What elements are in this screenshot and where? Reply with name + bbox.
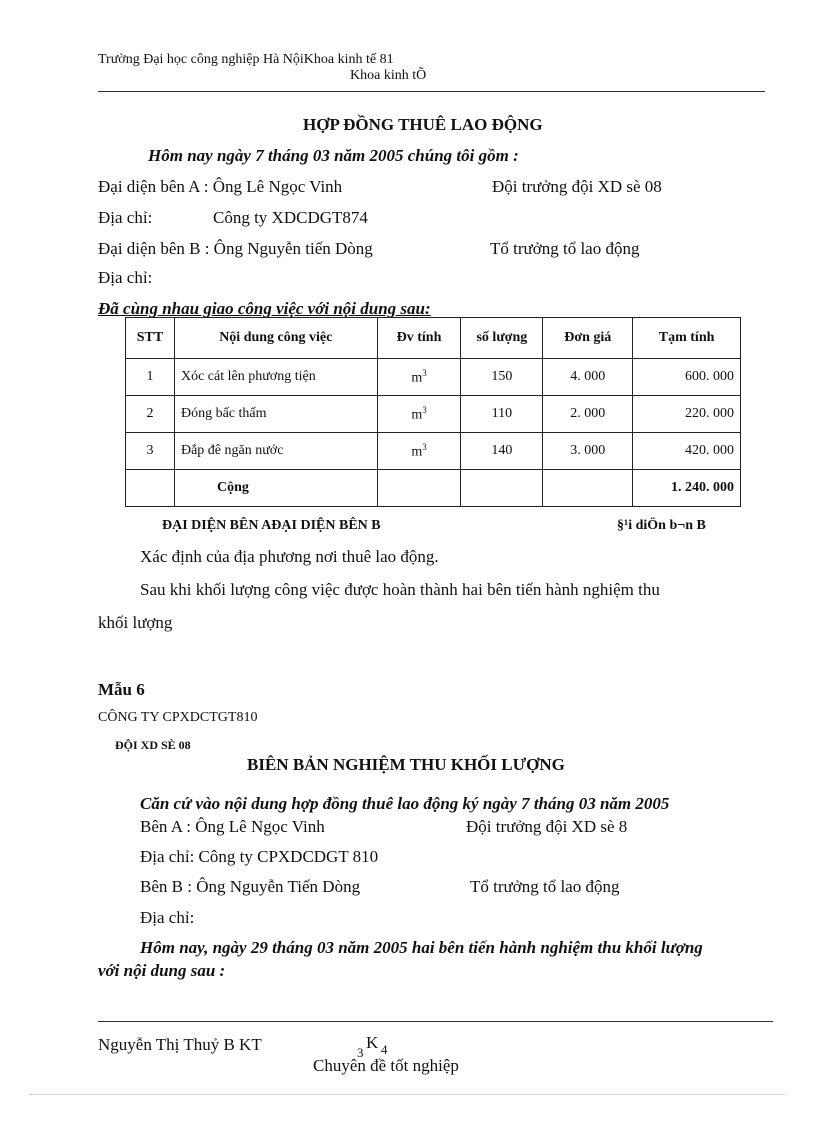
page-header-left: Trường Đại học công nghiệp Hà NộiKhoa kinh tế 81 <box>98 52 394 67</box>
row-unit: $m^3$ <box>377 433 461 470</box>
row-unit: $m^3$ <box>377 359 461 396</box>
row-stt: 3 <box>126 433 175 470</box>
row-stt: 1 <box>126 359 175 396</box>
form-team: ĐỘI XD SÈ 08 <box>115 738 191 752</box>
signature-right: §¹i diÖn b¬n B <box>617 518 706 533</box>
address-a: Công ty XDCDGT874 <box>213 208 368 227</box>
footer-sub-4: 4 <box>381 1042 388 1057</box>
form-basis: Căn cứ vào nội dung hợp đồng thuê lao động ký ngày 7 tháng 03 năm 2005 <box>140 794 670 813</box>
party-b: Đại diện bên B : Ông Nguyễn tiến Dòng <box>98 239 373 258</box>
header-rule <box>98 91 765 92</box>
table-sum-row <box>126 470 741 507</box>
signature-left: ĐẠI DIỆN BÊN AĐẠI DIỆN BÊN B <box>162 518 381 533</box>
col-stt: STT <box>126 318 175 359</box>
table-row <box>126 433 741 470</box>
table-row <box>126 396 741 433</box>
row-qty: 110 <box>461 396 543 433</box>
col-price: Đơn giá <box>543 318 633 359</box>
note-line-2: Sau khi khối lượng công việc được hoàn thành hai bên tiến hành nghiệm thu <box>140 580 660 599</box>
form-party-a-role: Đội trưởng đội XD sè 8 <box>466 817 628 836</box>
note-line-3: khối lượng <box>98 613 173 632</box>
form-company: CÔNG TY CPXDCTGT810 <box>98 710 258 725</box>
row-total: 600. 000 <box>633 359 741 396</box>
form-address-a: Địa chỉ: Công ty CPXDCDGT 810 <box>140 847 379 866</box>
footer-rule <box>98 1021 773 1022</box>
party-b-role: Tổ trưởng tổ lao động <box>490 239 640 258</box>
form-party-b-role: Tổ trưởng tổ lao động <box>470 877 620 896</box>
footer-sub-3: 3 <box>357 1045 364 1060</box>
col-content: Nội dung công việc <box>174 318 377 359</box>
sum-label: Cộng <box>174 470 377 507</box>
contract-intro: Hôm nay ngày 7 tháng 03 năm 2005 chúng tôi gồm : <box>148 146 519 165</box>
col-total: Tạm tính <box>633 318 741 359</box>
footer-author: Nguyễn Thị Thuỷ B KT <box>98 1035 262 1054</box>
row-unit: $m^3$ <box>377 396 461 433</box>
form-title: BIÊN BẢN NGHIỆM THU KHỐI LƯỢNG <box>247 755 565 774</box>
address-a-label: Địa chỉ: <box>98 208 153 227</box>
row-qty: 140 <box>461 433 543 470</box>
note-line-1: Xác định của địa phương nơi thuê lao động. <box>140 547 439 566</box>
row-price: 3. 000 <box>543 433 633 470</box>
col-unit: Đv tính <box>377 318 461 359</box>
row-stt: 2 <box>126 396 175 433</box>
col-qty: số lượng <box>461 318 543 359</box>
page-bottom-edge <box>30 1094 786 1095</box>
party-a-role: Đội trưởng đội XD sè 08 <box>492 177 662 196</box>
form-party-b: Bên B : Ông Nguyễn Tiến Dòng <box>140 877 361 896</box>
form-address-b: Địa chỉ: <box>140 908 195 927</box>
footer-k: K <box>366 1033 379 1052</box>
sum-total: 1. 240. 000 <box>633 470 741 507</box>
page-header-right: Khoa kinh tÕ <box>350 68 427 83</box>
contract-title: HỢP ĐỒNG THUÊ LAO ĐỘNG <box>303 115 543 134</box>
row-content: Xóc cát lên phương tiện <box>174 359 377 396</box>
form-today-line-2: với nội dung sau : <box>98 961 226 980</box>
agreement-line: Đã cùng nhau giao công việc với nội dung sau: <box>98 299 431 318</box>
form-party-a: Bên A : Ông Lê Ngọc Vinh <box>140 817 325 836</box>
work-table <box>125 317 741 507</box>
row-price: 2. 000 <box>543 396 633 433</box>
address-b-label: Địa chỉ: <box>98 268 153 287</box>
row-total: 420. 000 <box>633 433 741 470</box>
row-content: Đóng bấc thấm <box>174 396 377 433</box>
row-qty: 150 <box>461 359 543 396</box>
row-price: 4. 000 <box>543 359 633 396</box>
row-total: 220. 000 <box>633 396 741 433</box>
row-content: Đắp đê ngăn nước <box>174 433 377 470</box>
table-header-row <box>126 318 741 359</box>
party-a: Đại diện bên A : Ông Lê Ngọc Vinh <box>98 177 343 196</box>
table-row <box>126 359 741 396</box>
form-label: Mẫu 6 <box>98 680 145 699</box>
footer-doc: Chuyên đề tốt nghiệp <box>313 1056 459 1075</box>
form-today-line-1: Hôm nay, ngày 29 tháng 03 năm 2005 hai bên tiến hành nghiệm thu khối lượng <box>140 938 703 957</box>
